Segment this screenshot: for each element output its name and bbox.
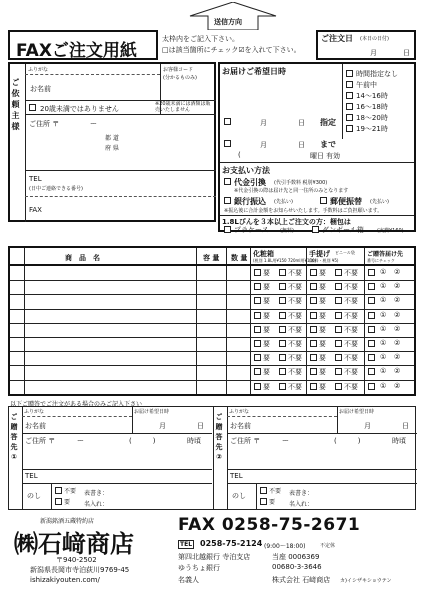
box-label: 要 [263,311,270,320]
tel-icon: TEL [180,541,193,548]
box-checkbox[interactable] [279,326,286,333]
postal-note: (先払い) [370,199,389,205]
requester-box [8,62,216,222]
delivery-month: 月 [260,119,267,127]
delivery-title: お届けご希望日時 [222,67,286,76]
col-dest: ご贈答届け先 [367,251,404,258]
time-option-label: 時間指定なし [356,70,398,78]
dest-checkbox[interactable] [368,297,375,304]
title-box [8,30,158,60]
bag-label: 要 [319,269,326,277]
shop-address: 新潟県長岡市寺泊荻川9769-45 [30,566,130,574]
pref-label-2: 府 県 [105,145,119,152]
time-option-checkbox[interactable] [346,125,353,132]
bottle-title: 1.8Lびんを３本以上ご注文の方：梱包は [222,218,351,226]
time-option-checkbox[interactable] [346,70,353,77]
gift-front-label: 表書き： [289,490,314,497]
bag-checkbox[interactable] [335,326,342,333]
box-checkbox[interactable] [279,354,286,361]
gift-address-label: ご住所 〒 [25,437,56,445]
holder-label: 名義人 [178,576,199,584]
order-date-note: (本日の日付) [360,36,389,42]
gift-date-label: お届け希望日時 [134,409,170,415]
bag-checkbox[interactable] [335,297,342,304]
gift-tel-label: TEL [25,472,38,480]
gift-noshi-no-checkbox[interactable] [55,487,62,494]
delivery-until: まで [320,140,336,149]
requester-address-dash: ー [90,120,97,128]
dest-number[interactable]: ① [380,324,387,333]
gift-month: 月 [364,422,371,430]
box-checkbox[interactable] [279,368,286,375]
dest-number[interactable]: ① [380,353,387,362]
instruction-2: □は該当箇所にチェック☑を入れて下さい。 [162,46,301,54]
product-row [10,309,414,323]
shop-zip: 〒940-2502 [56,556,97,564]
box-label: 不要 [288,325,302,334]
box-label: 不要 [288,368,302,377]
bank-name: 第四北越銀行 寺泊支店 [178,553,251,561]
bag-checkbox[interactable] [310,368,317,375]
box-label: 要 [263,325,270,334]
col-bag: 手提げ [309,250,330,258]
box-label: 要 [263,368,270,377]
bag-checkbox[interactable] [310,340,317,347]
box-label: 不要 [288,297,302,306]
bag-label: 不要 [344,325,358,334]
cod-label: 代金引換 [234,178,266,187]
box-checkbox[interactable] [254,368,261,375]
gift-day: 日 [197,422,204,430]
gift-time-label: 時頃 [392,437,406,445]
gift-month: 月 [159,422,166,430]
bag-checkbox[interactable] [335,368,342,375]
dest-number[interactable]: ② [394,367,401,376]
member-code-note: (分かるものみ) [163,75,197,81]
gift-time-paren: ( ) [129,437,156,445]
send-direction-label: 送信方向 [214,18,242,26]
gift-furigana: ふりがな [24,409,45,415]
box-label: 要 [263,340,270,348]
delivery-specify: 指定 [320,118,336,127]
cod-checkbox[interactable] [224,178,231,185]
gift-noshi-no-checkbox[interactable] [260,487,267,494]
order-date-month: 月 [370,49,377,57]
bag-checkbox[interactable] [310,297,317,304]
bag-checkbox[interactable] [335,340,342,347]
bag-checkbox[interactable] [310,312,317,319]
box-checkbox[interactable] [279,283,286,290]
requester-tel-note: (日中ご連絡できる番号) [29,186,83,192]
plastic-label: プラケース [234,226,269,234]
gift-name-label: お名前 [25,422,46,430]
bag-label: 要 [319,325,326,334]
time-option-checkbox[interactable] [346,92,353,99]
requester-furigana: ふりがな [28,67,49,73]
order-date-box [316,30,416,60]
bank-account: 当座 0006369 [272,553,320,561]
gift-day: 日 [402,422,409,430]
product-row [10,380,414,394]
delivery-weekday: 曜日 [310,152,324,160]
bag-label: 要 [319,382,326,391]
gift-address-dash: ー [77,437,84,445]
holder-kana: カ)イシザキショウテン [340,578,392,584]
cod-note: (代引手数料 税別¥300) [274,180,328,186]
bag-checkbox[interactable] [310,326,317,333]
delivery-box [218,62,416,232]
box-label: 不要 [288,269,302,277]
dest-number[interactable]: ① [380,310,387,319]
delivery-until-month: 月 [260,141,267,149]
dest-checkbox[interactable] [368,283,375,290]
cardboard-note: (実費¥160) [377,228,404,234]
gift-noshi-no: 不要 [64,488,77,495]
bag-checkbox[interactable] [310,383,317,390]
under20-label: 20歳未満ではありません [40,105,119,113]
dest-checkbox[interactable] [368,383,375,390]
bag-label: 不要 [344,354,358,363]
gift-name-label: お名前 [230,422,251,430]
yucho-account: 00680-3-3646 [272,563,322,571]
box-checkbox[interactable] [279,312,286,319]
tel-closed: 不定休 [320,543,336,549]
requester-fax-label: FAX [29,206,42,214]
box-label: 不要 [288,283,302,292]
delivery-day: 日 [298,119,305,127]
holder-name: 株式会社 石﨑商店 [272,576,331,584]
bag-label: 不要 [344,283,358,292]
bag-label: 要 [319,354,326,363]
plastic-checkbox[interactable] [224,226,231,233]
instruction-1: 太枠内をご記入下さい。 [162,35,239,43]
dest-number[interactable]: ② [394,381,401,390]
bag-checkbox[interactable] [310,354,317,361]
gift-address-dash: ー [282,437,289,445]
gift-note: 以下ご贈答でご注文がある場合のみご記入下さい [10,401,143,408]
fax-number: FAX 0258-75-2671 [178,515,361,535]
box-checkbox[interactable] [279,297,286,304]
dest-number[interactable]: ② [394,282,401,291]
box-checkbox[interactable] [254,326,261,333]
time-option-label: 14〜16時 [356,92,388,100]
dest-checkbox[interactable] [368,326,375,333]
bag-label: 不要 [344,269,358,277]
dest-checkbox[interactable] [368,269,375,276]
time-option-label: 午前中 [356,81,377,89]
gift-noshi-yes-checkbox[interactable] [260,498,267,505]
bag-label: 要 [319,340,326,348]
shop-tagline: 新潟銘酒五蔵特約店 [40,518,95,525]
cardboard-checkbox[interactable] [312,226,319,233]
dest-number[interactable]: ② [394,310,401,319]
box-checkbox[interactable] [254,340,261,347]
time-option-label: 19〜21時 [356,125,388,133]
under20-checkbox[interactable] [29,104,36,111]
product-row [10,351,414,365]
col-bag-note: ビニール袋 [335,250,355,255]
dest-number[interactable]: ① [380,339,387,347]
bag-checkbox[interactable] [335,312,342,319]
bank-label: 銀行振込 [234,197,266,206]
box-checkbox[interactable] [254,383,261,390]
gift-noshi-label: のし [27,492,41,500]
dest-number[interactable]: ① [380,296,387,305]
time-option-label: 16〜18時 [356,103,388,111]
col-box: 化粧箱 [253,250,274,258]
gift-time-label: 時頃 [187,437,201,445]
bag-label: 要 [319,297,326,306]
delivery-until-checkbox[interactable] [224,140,231,147]
bag-label: 要 [319,283,326,292]
delivery-paren: ( [238,151,241,159]
box-checkbox[interactable] [254,354,261,361]
dest-checkbox[interactable] [368,354,375,361]
tel-hours: (9:00〜18:00) [264,543,306,550]
order-date-day: 日 [403,49,410,57]
box-label: 不要 [288,340,302,348]
col-product-name: 商 品 名 [65,254,100,262]
gift-date-label: お届け希望日時 [339,409,375,415]
gift-tel-label: TEL [230,472,243,480]
bag-label: 不要 [344,297,358,306]
bag-label: 不要 [344,368,358,377]
box-label: 要 [263,297,270,306]
cardboard-label: ダンボール箱 [322,226,364,234]
box-label: 不要 [288,311,302,320]
requester-side-label: ご依頼主様 [11,78,20,133]
bag-label: 不要 [344,311,358,320]
dest-number[interactable]: ① [380,367,387,376]
pref-label-1: 都 道 [105,135,119,142]
dest-number[interactable]: ② [394,296,401,305]
box-label: 不要 [288,354,302,363]
time-option-checkbox[interactable] [346,81,353,88]
col-qty: 数 量 [231,254,248,262]
dest-checkbox[interactable] [368,312,375,319]
bag-label: 不要 [344,382,358,391]
shop-name: ㈱石﨑商店 [14,529,134,558]
gift-side-label: ご贈答先② [215,413,223,464]
dest-number[interactable]: ② [394,353,401,362]
bag-checkbox[interactable] [310,283,317,290]
delivery-date-checkbox[interactable] [224,118,231,125]
products-table [8,246,416,396]
product-row [10,280,414,294]
under20-note: ※20歳未満には酒類は販売いたしません [155,101,211,113]
delivery-weekday-note: 有効 [326,152,340,160]
box-checkbox[interactable] [254,283,261,290]
tel-number: 0258-75-2124 [200,539,263,548]
yucho-label: ゆうちょ銀行 [178,564,220,572]
box-label: 要 [263,269,270,277]
time-option-checkbox[interactable] [346,103,353,110]
bag-label: 不要 [344,340,358,348]
gift-noshi-yes-checkbox[interactable] [55,498,62,505]
dest-number[interactable]: ② [394,339,401,347]
shop-url[interactable]: ishizakiyouten.com/ [30,576,100,584]
box-label: 要 [263,382,270,391]
bag-checkbox[interactable] [335,354,342,361]
bank-note: (先払い) [274,199,293,205]
bag-label: 要 [319,368,326,377]
plastic-note: (無料) [280,228,294,234]
gift-box [8,406,416,510]
box-checkbox[interactable] [279,340,286,347]
dest-number[interactable]: ① [380,282,387,291]
gift-side-label: ご贈答先① [10,413,18,464]
product-row [10,266,414,280]
dest-number[interactable]: ① [380,381,387,390]
gift-noshi-no: 不要 [269,488,282,495]
box-checkbox[interactable] [254,269,261,276]
dest-number[interactable]: ① [380,268,387,276]
send-direction-arrow [188,2,278,30]
time-option-label: 18〜20時 [356,114,388,122]
requester-address-label: ご住所 〒 [29,120,60,128]
box-label: 要 [263,354,270,363]
bag-checkbox[interactable] [335,269,342,276]
product-row [10,323,414,337]
page-title: FAXご注文用紙 [16,41,137,61]
order-date-label: ご注文日 [321,34,353,43]
box-label: 不要 [288,382,302,391]
bag-checkbox[interactable] [335,383,342,390]
requester-name-label: お名前 [30,85,51,93]
gift-name-in-label: 名入れ： [289,501,314,508]
requester-tel-label: TEL [29,175,42,183]
gift-noshi-yes: 要 [269,499,276,506]
transfer-note: ※振込後に合計金額をお知らせいたします。手数料はご負担願います。 [224,208,383,214]
gift-address-label: ご住所 〒 [230,437,261,445]
col-capacity: 容 量 [203,254,220,262]
bag-checkbox[interactable] [335,283,342,290]
col-box-note: (税別 1.8L用¥150 720ml用¥110) [253,258,317,263]
box-checkbox[interactable] [254,297,261,304]
box-label: 要 [263,283,270,292]
postal-label: 郵便振替 [330,197,362,206]
col-bag-note-2: (無料・税別 ¥5) [309,258,339,263]
time-option-checkbox[interactable] [346,114,353,121]
product-row [10,365,414,379]
member-code-label: お客様コード [163,67,194,73]
dest-checkbox[interactable] [368,368,375,375]
bag-checkbox[interactable] [310,269,317,276]
product-row [10,294,414,308]
dest-number[interactable]: ② [394,268,401,276]
dest-checkbox[interactable] [368,340,375,347]
gift-time-paren: ( ) [334,437,361,445]
gift-noshi-yes: 要 [64,499,71,506]
box-checkbox[interactable] [279,383,286,390]
bag-label: 要 [319,311,326,320]
delivery-until-day: 日 [298,141,305,149]
postal-checkbox[interactable] [320,197,327,204]
col-dest-note: 番号にチェック [367,258,395,263]
box-checkbox[interactable] [254,312,261,319]
bank-checkbox[interactable] [224,197,231,204]
gift-noshi-label: のし [232,492,246,500]
gift-front-label: 表書き： [84,490,109,497]
dest-number[interactable]: ② [394,324,401,333]
box-checkbox[interactable] [279,269,286,276]
gift-furigana: ふりがな [229,409,250,415]
cod-note-2: ※代金引換の際は届け先と同一住所のみとなります [234,188,349,194]
product-row [10,337,414,351]
payment-title: お支払い方法 [222,166,270,175]
gift-name-in-label: 名入れ： [84,501,109,508]
